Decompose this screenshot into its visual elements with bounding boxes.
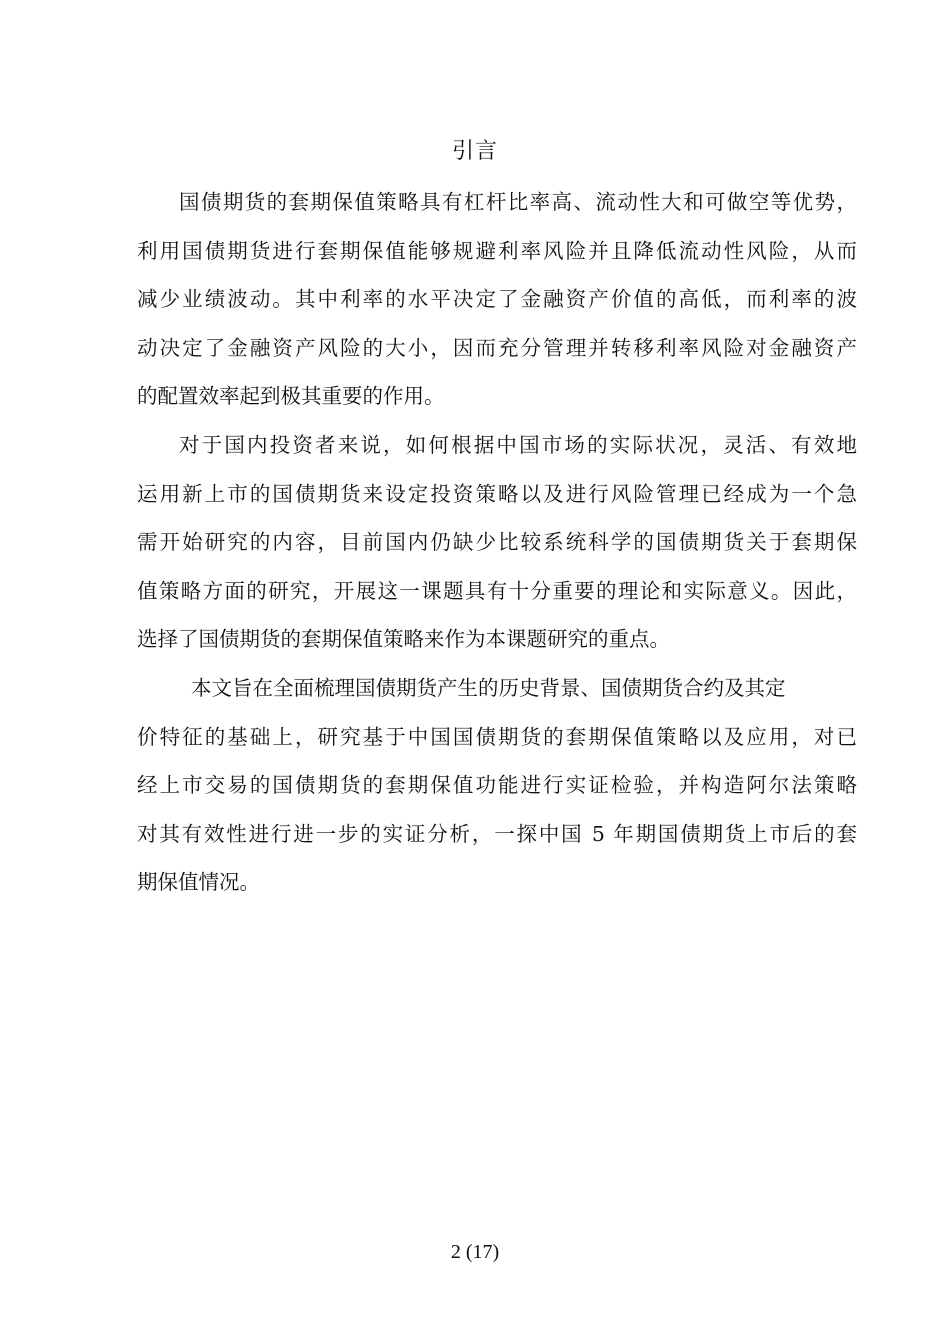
- page-number: 2 (17): [450, 1241, 500, 1263]
- paragraph-line: 减少业绩波动。其中利率的水平决定了金融资产价值的高低，而利率的波: [137, 287, 857, 312]
- paragraph-line: 利用国债期货进行套期保值能够规避利率风险并且降低流动性风险，从而: [137, 238, 857, 263]
- paragraph-line: 期保值情况。: [137, 870, 260, 895]
- paragraph-line: 国债期货的套期保值策略具有杠杆比率高、流动性大和可做空等优势，: [179, 190, 857, 214]
- body-text: [137, 178, 857, 907]
- paragraph-line: 值策略方面的研究，开展这一课题具有十分重要的理论和实际意义。因此，: [137, 578, 857, 603]
- paragraph-line: 对其有效性进行进一步的实证分析，一探中国 5 年期国债期货上市后的套: [137, 821, 857, 846]
- paragraph-line: 运用新上市的国债期货来设定投资策略以及进行风险管理已经成为一个急: [137, 481, 857, 506]
- paragraph-line: 本文旨在全面梳理国债期货产生的历史背景、国债期货合约及其定: [191, 675, 786, 700]
- paragraph-1: [137, 178, 857, 421]
- paragraph-line: 对于国内投资者来说，如何根据中国市场的实际状况，灵活、有效地: [179, 432, 857, 457]
- paragraph-line: 动决定了金融资产风险的大小，因而充分管理并转移利率风险对金融资产: [137, 335, 857, 360]
- paragraph-line: 选择了国债期货的套期保值策略来作为本课题研究的重点。: [137, 627, 670, 652]
- paragraph-2: [137, 421, 857, 664]
- paragraph-line: 需开始研究的内容，目前国内仍缺少比较系统科学的国债期货关于套期保: [137, 530, 857, 555]
- paragraph-3: [137, 664, 857, 907]
- paragraph-line: 的配置效率起到极其重要的作用。: [137, 384, 445, 409]
- paragraph-line: 经上市交易的国债期货的套期保值功能进行实证检验，并构造阿尔法策略: [137, 773, 857, 798]
- page-title: 引言: [451, 139, 498, 164]
- paragraph-line: 价特征的基础上，研究基于中国国债期货的套期保值策略以及应用，对已: [137, 724, 857, 749]
